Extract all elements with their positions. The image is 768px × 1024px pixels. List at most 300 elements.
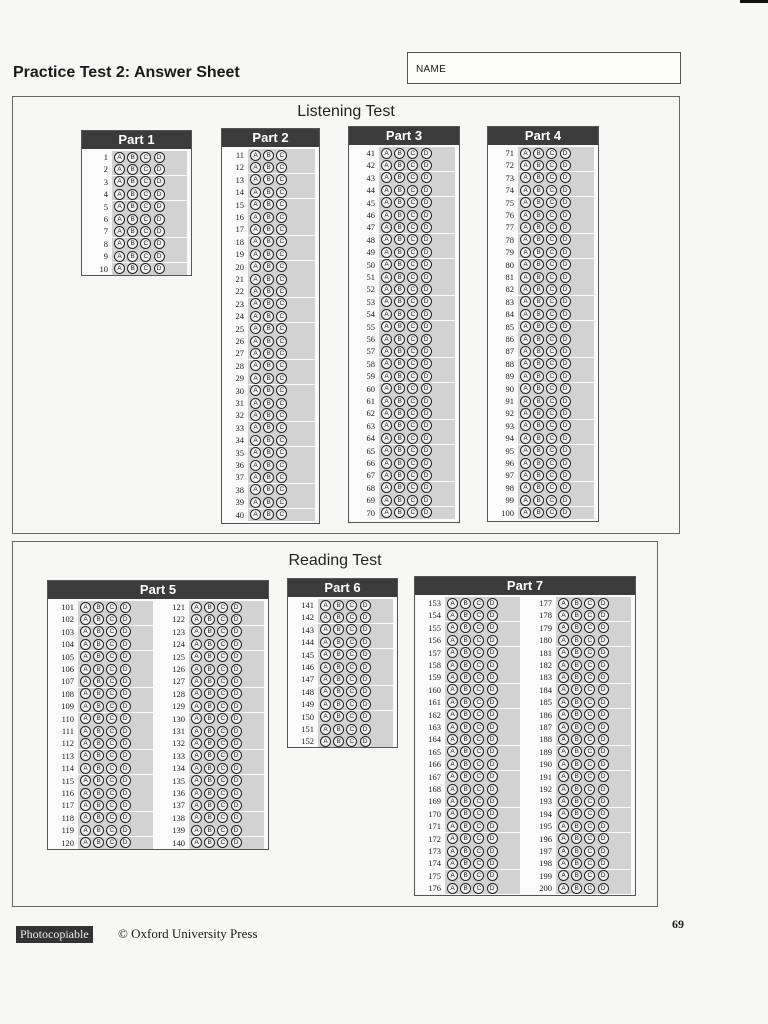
answer-bubble-a[interactable]: A xyxy=(80,750,91,761)
answer-bubble-a[interactable]: A xyxy=(250,410,261,421)
answer-bubble-d[interactable]: D xyxy=(560,408,571,419)
answer-bubble-c[interactable]: C xyxy=(140,189,151,200)
answer-bubble-c[interactable]: C xyxy=(407,197,418,208)
answer-bubble-d[interactable]: D xyxy=(560,259,571,270)
answer-bubble-d[interactable]: D xyxy=(598,883,609,894)
answer-bubble-b[interactable]: B xyxy=(460,610,471,621)
answer-bubble-b[interactable]: B xyxy=(333,612,344,623)
answer-bubble-d[interactable]: D xyxy=(120,825,131,836)
answer-bubble-d[interactable]: D xyxy=(231,800,242,811)
answer-bubble-a[interactable]: A xyxy=(114,176,125,187)
answer-bubble-b[interactable]: B xyxy=(204,750,215,761)
answer-bubble-a[interactable]: A xyxy=(447,858,458,869)
answer-bubble-b[interactable]: B xyxy=(127,226,138,237)
answer-bubble-a[interactable]: A xyxy=(250,460,261,471)
answer-bubble-b[interactable]: B xyxy=(571,771,582,782)
answer-bubble-a[interactable]: A xyxy=(520,296,531,307)
answer-bubble-b[interactable]: B xyxy=(394,148,405,159)
answer-bubble-a[interactable]: A xyxy=(191,688,202,699)
answer-bubble-c[interactable]: C xyxy=(217,837,228,848)
answer-bubble-a[interactable]: A xyxy=(80,602,91,613)
answer-bubble-a[interactable]: A xyxy=(381,296,392,307)
answer-bubble-d[interactable]: D xyxy=(231,763,242,774)
answer-bubble-d[interactable]: D xyxy=(421,334,432,345)
answer-bubble-a[interactable]: A xyxy=(191,837,202,848)
answer-bubble-c[interactable]: C xyxy=(584,647,595,658)
answer-bubble-c[interactable]: C xyxy=(140,226,151,237)
answer-bubble-d[interactable]: D xyxy=(598,833,609,844)
answer-bubble-d[interactable]: D xyxy=(120,664,131,675)
answer-bubble-b[interactable]: B xyxy=(571,784,582,795)
answer-bubble-a[interactable]: A xyxy=(558,883,569,894)
answer-bubble-c[interactable]: C xyxy=(346,600,357,611)
answer-bubble-a[interactable]: A xyxy=(191,639,202,650)
answer-bubble-c[interactable]: C xyxy=(217,825,228,836)
answer-bubble-b[interactable]: B xyxy=(263,336,274,347)
answer-bubble-d[interactable]: D xyxy=(560,197,571,208)
answer-bubble-d[interactable]: D xyxy=(487,635,498,646)
answer-bubble-b[interactable]: B xyxy=(533,408,544,419)
answer-bubble-b[interactable]: B xyxy=(93,664,104,675)
answer-bubble-c[interactable]: C xyxy=(346,686,357,697)
answer-bubble-a[interactable]: A xyxy=(381,197,392,208)
answer-bubble-a[interactable]: A xyxy=(558,771,569,782)
answer-bubble-c[interactable]: C xyxy=(106,825,117,836)
answer-bubble-a[interactable]: A xyxy=(250,398,261,409)
answer-bubble-a[interactable]: A xyxy=(191,750,202,761)
answer-bubble-c[interactable]: C xyxy=(276,162,287,173)
answer-bubble-d[interactable]: D xyxy=(560,247,571,258)
answer-bubble-b[interactable]: B xyxy=(533,507,544,518)
answer-bubble-c[interactable]: C xyxy=(546,482,557,493)
answer-bubble-c[interactable]: C xyxy=(140,176,151,187)
answer-bubble-b[interactable]: B xyxy=(533,259,544,270)
answer-bubble-b[interactable]: B xyxy=(533,272,544,283)
answer-bubble-d[interactable]: D xyxy=(421,210,432,221)
answer-bubble-c[interactable]: C xyxy=(346,662,357,673)
answer-bubble-c[interactable]: C xyxy=(584,697,595,708)
answer-bubble-b[interactable]: B xyxy=(93,639,104,650)
answer-bubble-d[interactable]: D xyxy=(154,152,165,163)
answer-bubble-d[interactable]: D xyxy=(560,507,571,518)
answer-bubble-c[interactable]: C xyxy=(546,334,557,345)
answer-bubble-a[interactable]: A xyxy=(80,837,91,848)
answer-bubble-d[interactable]: D xyxy=(421,259,432,270)
answer-bubble-b[interactable]: B xyxy=(533,420,544,431)
answer-bubble-b[interactable]: B xyxy=(333,674,344,685)
answer-bubble-d[interactable]: D xyxy=(421,160,432,171)
answer-bubble-d[interactable]: D xyxy=(598,598,609,609)
answer-bubble-d[interactable]: D xyxy=(560,234,571,245)
answer-bubble-a[interactable]: A xyxy=(447,796,458,807)
answer-bubble-c[interactable]: C xyxy=(546,234,557,245)
answer-bubble-c[interactable]: C xyxy=(346,699,357,710)
answer-bubble-d[interactable]: D xyxy=(487,598,498,609)
answer-bubble-a[interactable]: A xyxy=(191,664,202,675)
answer-bubble-d[interactable]: D xyxy=(560,321,571,332)
answer-bubble-a[interactable]: A xyxy=(381,160,392,171)
answer-bubble-d[interactable]: D xyxy=(487,684,498,695)
answer-bubble-a[interactable]: A xyxy=(381,334,392,345)
answer-bubble-c[interactable]: C xyxy=(546,172,557,183)
answer-bubble-c[interactable]: C xyxy=(217,800,228,811)
answer-bubble-a[interactable]: A xyxy=(447,722,458,733)
answer-bubble-c[interactable]: C xyxy=(407,321,418,332)
answer-bubble-b[interactable]: B xyxy=(93,701,104,712)
answer-bubble-a[interactable]: A xyxy=(320,736,331,747)
answer-bubble-c[interactable]: C xyxy=(546,458,557,469)
answer-bubble-c[interactable]: C xyxy=(584,784,595,795)
answer-bubble-a[interactable]: A xyxy=(447,709,458,720)
answer-bubble-d[interactable]: D xyxy=(560,445,571,456)
answer-bubble-c[interactable]: C xyxy=(276,460,287,471)
answer-bubble-a[interactable]: A xyxy=(520,482,531,493)
answer-bubble-d[interactable]: D xyxy=(120,701,131,712)
answer-bubble-d[interactable]: D xyxy=(598,870,609,881)
answer-bubble-b[interactable]: B xyxy=(460,821,471,832)
answer-bubble-b[interactable]: B xyxy=(460,622,471,633)
answer-bubble-d[interactable]: D xyxy=(231,713,242,724)
answer-bubble-d[interactable]: D xyxy=(560,334,571,345)
answer-bubble-b[interactable]: B xyxy=(571,858,582,869)
answer-bubble-a[interactable]: A xyxy=(520,172,531,183)
answer-bubble-a[interactable]: A xyxy=(558,647,569,658)
answer-bubble-b[interactable]: B xyxy=(533,371,544,382)
answer-bubble-a[interactable]: A xyxy=(520,272,531,283)
answer-bubble-a[interactable]: A xyxy=(320,724,331,735)
answer-bubble-a[interactable]: A xyxy=(381,284,392,295)
answer-bubble-a[interactable]: A xyxy=(558,746,569,757)
answer-bubble-d[interactable]: D xyxy=(560,371,571,382)
answer-bubble-a[interactable]: A xyxy=(381,321,392,332)
answer-bubble-c[interactable]: C xyxy=(407,309,418,320)
answer-bubble-c[interactable]: C xyxy=(546,383,557,394)
answer-bubble-b[interactable]: B xyxy=(204,639,215,650)
answer-bubble-d[interactable]: D xyxy=(154,226,165,237)
answer-bubble-c[interactable]: C xyxy=(276,422,287,433)
answer-bubble-d[interactable]: D xyxy=(360,724,371,735)
answer-bubble-d[interactable]: D xyxy=(560,346,571,357)
answer-bubble-d[interactable]: D xyxy=(598,647,609,658)
answer-bubble-a[interactable]: A xyxy=(447,759,458,770)
answer-bubble-d[interactable]: D xyxy=(360,662,371,673)
answer-bubble-d[interactable]: D xyxy=(360,736,371,747)
answer-bubble-d[interactable]: D xyxy=(360,686,371,697)
answer-bubble-c[interactable]: C xyxy=(276,348,287,359)
answer-bubble-d[interactable]: D xyxy=(560,470,571,481)
answer-bubble-d[interactable]: D xyxy=(421,408,432,419)
answer-bubble-d[interactable]: D xyxy=(487,647,498,658)
answer-bubble-d[interactable]: D xyxy=(421,358,432,369)
answer-bubble-a[interactable]: A xyxy=(520,247,531,258)
answer-bubble-c[interactable]: C xyxy=(584,858,595,869)
answer-bubble-b[interactable]: B xyxy=(571,722,582,733)
answer-bubble-d[interactable]: D xyxy=(154,201,165,212)
answer-bubble-d[interactable]: D xyxy=(360,674,371,685)
answer-bubble-b[interactable]: B xyxy=(460,883,471,894)
answer-bubble-a[interactable]: A xyxy=(80,614,91,625)
answer-bubble-b[interactable]: B xyxy=(263,162,274,173)
answer-bubble-d[interactable]: D xyxy=(154,251,165,262)
answer-bubble-b[interactable]: B xyxy=(571,709,582,720)
answer-bubble-c[interactable]: C xyxy=(584,808,595,819)
answer-bubble-a[interactable]: A xyxy=(250,236,261,247)
answer-bubble-a[interactable]: A xyxy=(381,396,392,407)
answer-bubble-a[interactable]: A xyxy=(520,396,531,407)
answer-bubble-b[interactable]: B xyxy=(93,825,104,836)
answer-bubble-b[interactable]: B xyxy=(394,334,405,345)
answer-bubble-b[interactable]: B xyxy=(263,422,274,433)
answer-bubble-c[interactable]: C xyxy=(276,274,287,285)
answer-bubble-b[interactable]: B xyxy=(93,602,104,613)
answer-bubble-c[interactable]: C xyxy=(584,660,595,671)
answer-bubble-a[interactable]: A xyxy=(381,408,392,419)
answer-bubble-d[interactable]: D xyxy=(598,709,609,720)
answer-bubble-c[interactable]: C xyxy=(546,296,557,307)
answer-bubble-b[interactable]: B xyxy=(533,383,544,394)
answer-bubble-b[interactable]: B xyxy=(571,647,582,658)
answer-bubble-b[interactable]: B xyxy=(571,684,582,695)
answer-bubble-b[interactable]: B xyxy=(533,222,544,233)
answer-bubble-c[interactable]: C xyxy=(140,263,151,274)
answer-bubble-a[interactable]: A xyxy=(80,676,91,687)
answer-bubble-b[interactable]: B xyxy=(263,236,274,247)
answer-bubble-d[interactable]: D xyxy=(560,309,571,320)
answer-bubble-c[interactable]: C xyxy=(473,821,484,832)
answer-bubble-b[interactable]: B xyxy=(394,371,405,382)
answer-bubble-d[interactable]: D xyxy=(421,445,432,456)
answer-bubble-d[interactable]: D xyxy=(120,763,131,774)
answer-bubble-c[interactable]: C xyxy=(473,833,484,844)
answer-bubble-c[interactable]: C xyxy=(407,482,418,493)
answer-bubble-b[interactable]: B xyxy=(263,274,274,285)
answer-bubble-d[interactable]: D xyxy=(487,858,498,869)
answer-bubble-d[interactable]: D xyxy=(560,358,571,369)
answer-bubble-b[interactable]: B xyxy=(460,870,471,881)
answer-bubble-b[interactable]: B xyxy=(93,676,104,687)
answer-bubble-a[interactable]: A xyxy=(520,408,531,419)
answer-bubble-c[interactable]: C xyxy=(407,259,418,270)
answer-bubble-a[interactable]: A xyxy=(520,470,531,481)
answer-bubble-b[interactable]: B xyxy=(263,150,274,161)
answer-bubble-d[interactable]: D xyxy=(421,420,432,431)
answer-bubble-b[interactable]: B xyxy=(533,172,544,183)
answer-bubble-a[interactable]: A xyxy=(558,734,569,745)
answer-bubble-b[interactable]: B xyxy=(263,199,274,210)
answer-bubble-c[interactable]: C xyxy=(546,433,557,444)
answer-bubble-d[interactable]: D xyxy=(360,637,371,648)
answer-bubble-c[interactable]: C xyxy=(346,612,357,623)
answer-bubble-b[interactable]: B xyxy=(533,321,544,332)
answer-bubble-b[interactable]: B xyxy=(333,624,344,635)
answer-bubble-a[interactable]: A xyxy=(558,870,569,881)
answer-bubble-b[interactable]: B xyxy=(533,396,544,407)
answer-bubble-c[interactable]: C xyxy=(346,711,357,722)
answer-bubble-c[interactable]: C xyxy=(546,284,557,295)
answer-bubble-d[interactable]: D xyxy=(487,746,498,757)
answer-bubble-c[interactable]: C xyxy=(276,187,287,198)
answer-bubble-b[interactable]: B xyxy=(93,750,104,761)
answer-bubble-a[interactable]: A xyxy=(381,234,392,245)
answer-bubble-d[interactable]: D xyxy=(598,622,609,633)
answer-bubble-c[interactable]: C xyxy=(584,821,595,832)
answer-bubble-b[interactable]: B xyxy=(127,214,138,225)
answer-bubble-c[interactable]: C xyxy=(276,199,287,210)
answer-bubble-b[interactable]: B xyxy=(263,298,274,309)
answer-bubble-a[interactable]: A xyxy=(250,274,261,285)
answer-bubble-d[interactable]: D xyxy=(487,821,498,832)
answer-bubble-b[interactable]: B xyxy=(533,445,544,456)
answer-bubble-b[interactable]: B xyxy=(93,651,104,662)
answer-bubble-d[interactable]: D xyxy=(120,713,131,724)
answer-bubble-d[interactable]: D xyxy=(421,396,432,407)
answer-bubble-b[interactable]: B xyxy=(533,197,544,208)
answer-bubble-b[interactable]: B xyxy=(394,234,405,245)
answer-bubble-a[interactable]: A xyxy=(520,234,531,245)
answer-bubble-b[interactable]: B xyxy=(394,420,405,431)
answer-bubble-d[interactable]: D xyxy=(120,738,131,749)
answer-bubble-c[interactable]: C xyxy=(106,614,117,625)
answer-bubble-c[interactable]: C xyxy=(473,771,484,782)
answer-bubble-b[interactable]: B xyxy=(263,348,274,359)
answer-bubble-b[interactable]: B xyxy=(93,614,104,625)
answer-bubble-c[interactable]: C xyxy=(276,150,287,161)
answer-bubble-b[interactable]: B xyxy=(460,647,471,658)
answer-bubble-a[interactable]: A xyxy=(558,660,569,671)
answer-bubble-d[interactable]: D xyxy=(120,676,131,687)
answer-bubble-c[interactable]: C xyxy=(473,684,484,695)
answer-bubble-a[interactable]: A xyxy=(520,420,531,431)
answer-bubble-a[interactable]: A xyxy=(114,214,125,225)
answer-bubble-a[interactable]: A xyxy=(520,445,531,456)
answer-bubble-c[interactable]: C xyxy=(546,470,557,481)
answer-bubble-b[interactable]: B xyxy=(263,323,274,334)
answer-bubble-d[interactable]: D xyxy=(598,697,609,708)
answer-bubble-b[interactable]: B xyxy=(394,458,405,469)
answer-bubble-a[interactable]: A xyxy=(381,507,392,518)
answer-bubble-d[interactable]: D xyxy=(487,784,498,795)
answer-bubble-d[interactable]: D xyxy=(421,272,432,283)
answer-bubble-d[interactable]: D xyxy=(421,371,432,382)
answer-bubble-d[interactable]: D xyxy=(154,263,165,274)
answer-bubble-b[interactable]: B xyxy=(263,460,274,471)
answer-bubble-b[interactable]: B xyxy=(394,396,405,407)
answer-bubble-a[interactable]: A xyxy=(80,800,91,811)
answer-bubble-b[interactable]: B xyxy=(571,734,582,745)
answer-bubble-d[interactable]: D xyxy=(598,846,609,857)
answer-bubble-d[interactable]: D xyxy=(487,709,498,720)
answer-bubble-c[interactable]: C xyxy=(407,458,418,469)
answer-bubble-c[interactable]: C xyxy=(276,398,287,409)
answer-bubble-a[interactable]: A xyxy=(520,284,531,295)
answer-bubble-b[interactable]: B xyxy=(394,445,405,456)
answer-bubble-b[interactable]: B xyxy=(394,272,405,283)
answer-bubble-a[interactable]: A xyxy=(558,722,569,733)
answer-bubble-b[interactable]: B xyxy=(533,358,544,369)
answer-bubble-c[interactable]: C xyxy=(407,284,418,295)
answer-bubble-b[interactable]: B xyxy=(394,482,405,493)
answer-bubble-b[interactable]: B xyxy=(93,738,104,749)
answer-bubble-b[interactable]: B xyxy=(333,600,344,611)
answer-bubble-a[interactable]: A xyxy=(250,224,261,235)
answer-bubble-b[interactable]: B xyxy=(394,383,405,394)
answer-bubble-d[interactable]: D xyxy=(231,651,242,662)
answer-bubble-d[interactable]: D xyxy=(487,622,498,633)
answer-bubble-b[interactable]: B xyxy=(571,759,582,770)
answer-bubble-b[interactable]: B xyxy=(394,470,405,481)
answer-bubble-c[interactable]: C xyxy=(407,507,418,518)
answer-bubble-a[interactable]: A xyxy=(447,784,458,795)
answer-bubble-d[interactable]: D xyxy=(487,771,498,782)
answer-bubble-c[interactable]: C xyxy=(473,722,484,733)
answer-bubble-c[interactable]: C xyxy=(106,676,117,687)
answer-bubble-a[interactable]: A xyxy=(558,697,569,708)
answer-bubble-a[interactable]: A xyxy=(447,672,458,683)
answer-bubble-d[interactable]: D xyxy=(231,726,242,737)
answer-bubble-b[interactable]: B xyxy=(571,796,582,807)
answer-bubble-a[interactable]: A xyxy=(381,495,392,506)
answer-bubble-a[interactable]: A xyxy=(114,189,125,200)
answer-bubble-b[interactable]: B xyxy=(533,482,544,493)
answer-bubble-a[interactable]: A xyxy=(80,763,91,774)
answer-bubble-c[interactable]: C xyxy=(546,185,557,196)
answer-bubble-c[interactable]: C xyxy=(473,672,484,683)
answer-bubble-c[interactable]: C xyxy=(106,763,117,774)
answer-bubble-d[interactable]: D xyxy=(487,833,498,844)
answer-bubble-b[interactable]: B xyxy=(333,699,344,710)
answer-bubble-c[interactable]: C xyxy=(140,152,151,163)
answer-bubble-b[interactable]: B xyxy=(204,626,215,637)
answer-bubble-d[interactable]: D xyxy=(598,759,609,770)
answer-bubble-d[interactable]: D xyxy=(598,672,609,683)
answer-bubble-c[interactable]: C xyxy=(407,396,418,407)
answer-bubble-c[interactable]: C xyxy=(106,726,117,737)
answer-bubble-d[interactable]: D xyxy=(560,458,571,469)
answer-bubble-d[interactable]: D xyxy=(231,614,242,625)
answer-bubble-c[interactable]: C xyxy=(217,688,228,699)
answer-bubble-c[interactable]: C xyxy=(473,858,484,869)
answer-bubble-b[interactable]: B xyxy=(460,722,471,733)
answer-bubble-c[interactable]: C xyxy=(546,222,557,233)
answer-bubble-c[interactable]: C xyxy=(473,647,484,658)
answer-bubble-c[interactable]: C xyxy=(584,846,595,857)
answer-bubble-b[interactable]: B xyxy=(263,398,274,409)
answer-bubble-a[interactable]: A xyxy=(447,746,458,757)
answer-bubble-d[interactable]: D xyxy=(231,664,242,675)
answer-bubble-a[interactable]: A xyxy=(520,458,531,469)
answer-bubble-d[interactable]: D xyxy=(487,734,498,745)
answer-bubble-c[interactable]: C xyxy=(546,309,557,320)
answer-bubble-a[interactable]: A xyxy=(558,672,569,683)
answer-bubble-c[interactable]: C xyxy=(584,610,595,621)
answer-bubble-b[interactable]: B xyxy=(263,472,274,483)
answer-bubble-b[interactable]: B xyxy=(394,247,405,258)
answer-bubble-b[interactable]: B xyxy=(571,672,582,683)
answer-bubble-a[interactable]: A xyxy=(520,309,531,320)
answer-bubble-d[interactable]: D xyxy=(487,610,498,621)
answer-bubble-a[interactable]: A xyxy=(447,635,458,646)
answer-bubble-b[interactable]: B xyxy=(533,284,544,295)
answer-bubble-b[interactable]: B xyxy=(460,697,471,708)
answer-bubble-d[interactable]: D xyxy=(487,883,498,894)
answer-bubble-a[interactable]: A xyxy=(80,726,91,737)
answer-bubble-a[interactable]: A xyxy=(381,148,392,159)
answer-bubble-d[interactable]: D xyxy=(421,433,432,444)
answer-bubble-a[interactable]: A xyxy=(320,674,331,685)
answer-bubble-a[interactable]: A xyxy=(80,775,91,786)
answer-bubble-c[interactable]: C xyxy=(217,726,228,737)
answer-bubble-a[interactable]: A xyxy=(447,622,458,633)
